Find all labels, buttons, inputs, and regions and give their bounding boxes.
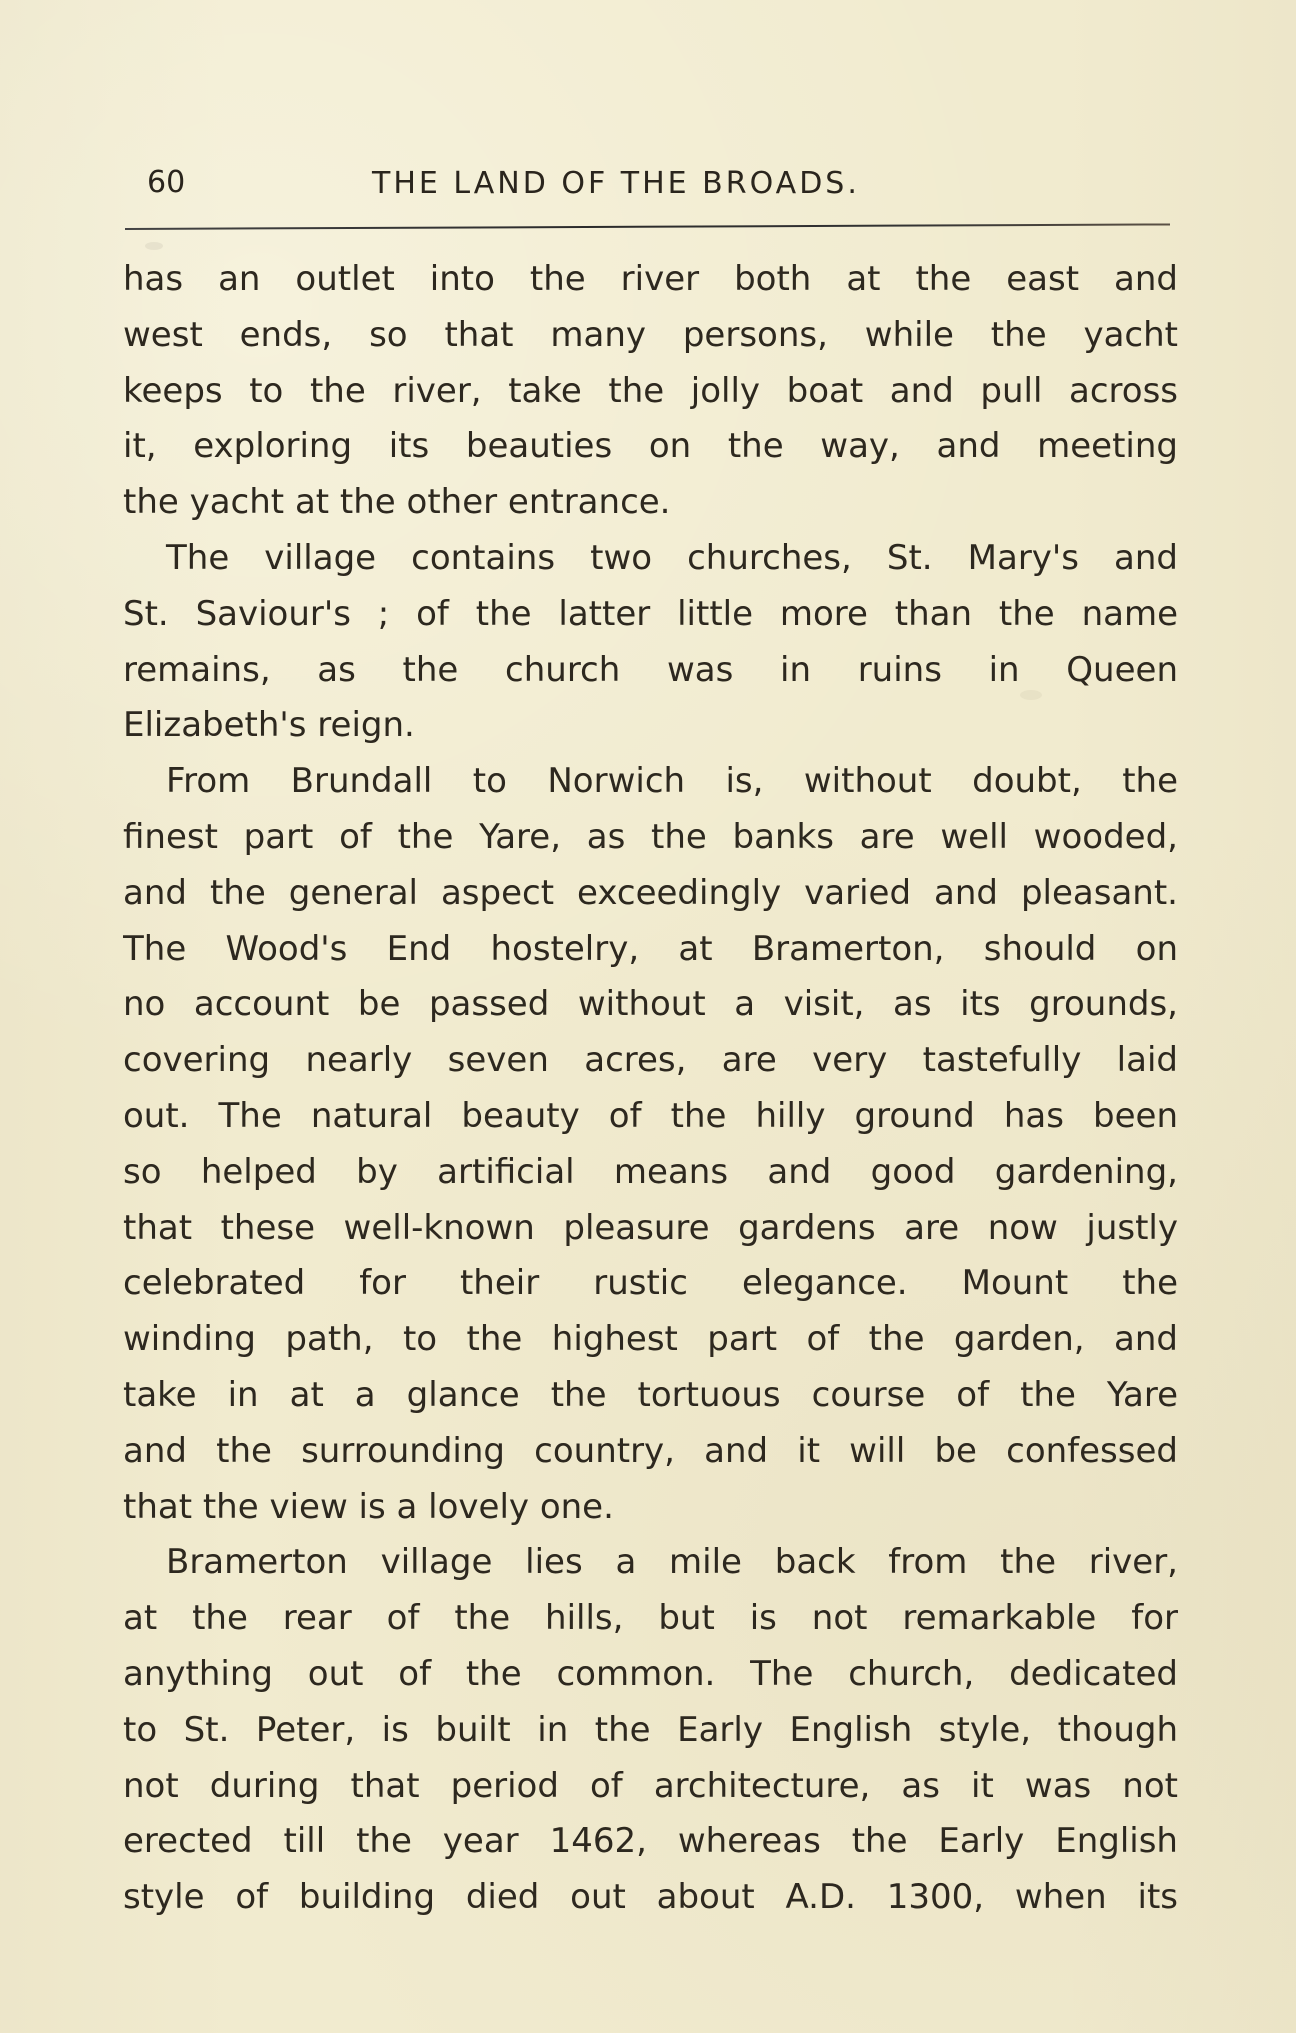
text-line-16: out. The natural beauty of the hilly ground has been bbox=[123, 1095, 1178, 1136]
text-line-27: to St. Peter, is built in the Early English style, though bbox=[123, 1709, 1178, 1750]
text-line-26: anything out of the common. The church, dedicated bbox=[123, 1653, 1178, 1694]
text-line-20: winding path, to the highest part of the garden, and bbox=[123, 1319, 1178, 1360]
text-line-18: that these well-known pleasure gardens are now justly bbox=[123, 1207, 1178, 1248]
text-line-15: covering nearly seven acres, are very tastefully laid bbox=[123, 1040, 1178, 1081]
text-line-24: Bramerton village lies a mile back from the river, bbox=[166, 1542, 1178, 1583]
text-line-02: west ends, so that many persons, while the yacht bbox=[123, 314, 1178, 355]
text-line-07: St. Saviour's ; of the latter little more than the name bbox=[123, 593, 1178, 634]
text-line-30: style of building died out about A.D. 1300, when its bbox=[123, 1877, 1178, 1918]
text-line-29: erected till the year 1462, whereas the Early English bbox=[123, 1821, 1178, 1862]
text-line-08: remains, as the church was in ruins in Queen bbox=[123, 649, 1178, 690]
page-smudge bbox=[145, 242, 163, 250]
page-number: 60 bbox=[147, 165, 186, 200]
text-line-17: so helped by artificial means and good gardening, bbox=[123, 1151, 1178, 1192]
header-rule bbox=[125, 223, 1170, 230]
text-line-13: The Wood's End hostelry, at Bramerton, should on bbox=[123, 928, 1178, 969]
text-line-01: has an outlet into the river both at the east and bbox=[123, 259, 1178, 299]
text-line-12: and the general aspect exceedingly varied and pleasant. bbox=[123, 872, 1178, 913]
text-line-11: finest part of the Yare, as the banks are well wooded, bbox=[123, 816, 1178, 857]
running-title: THE LAND OF THE BROADS. bbox=[372, 166, 860, 201]
body-text bbox=[123, 252, 1178, 1932]
text-line-05: the yacht at the other entrance. bbox=[123, 482, 671, 523]
text-line-25: at the rear of the hills, but is not remarkable for bbox=[123, 1598, 1178, 1639]
page-header bbox=[147, 163, 1147, 215]
text-line-28: not during that period of architecture, as it was not bbox=[123, 1765, 1178, 1806]
text-line-19: celebrated for their rustic elegance. Mount the bbox=[123, 1263, 1178, 1304]
text-line-14: no account be passed without a visit, as its grounds, bbox=[123, 984, 1178, 1025]
text-line-22: and the surrounding country, and it will be confessed bbox=[123, 1430, 1178, 1471]
text-line-03: keeps to the river, take the jolly boat and pull across bbox=[123, 370, 1178, 411]
text-line-21: take in at a glance the tortuous course of the Yare bbox=[123, 1374, 1178, 1415]
text-line-10: From Brundall to Norwich is, without doubt, the bbox=[166, 761, 1178, 802]
text-line-23: that the view is a lovely one. bbox=[123, 1486, 614, 1527]
text-line-09: Elizabeth's reign. bbox=[123, 705, 415, 746]
text-line-06: The village contains two churches, St. Mary's and bbox=[166, 537, 1178, 578]
text-line-04: it, exploring its beauties on the way, and meeting bbox=[123, 426, 1178, 467]
